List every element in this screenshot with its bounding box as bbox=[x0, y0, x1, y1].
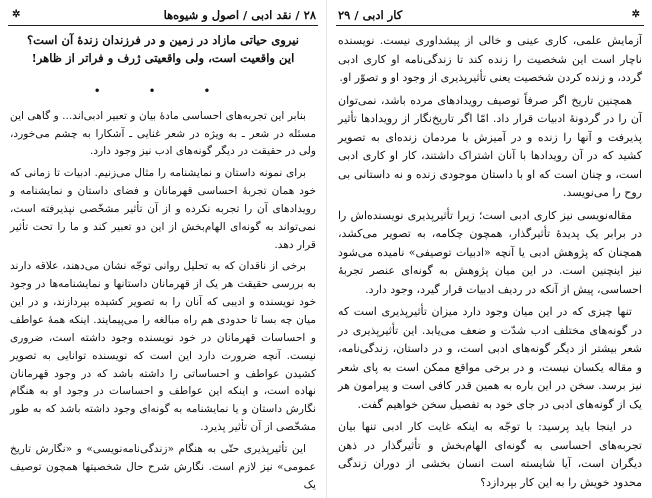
left-paragraph-3: برخی از ناقدان که به تحلیل روانی توجّه نشان می‌دهند، علاقه دارند به بررسی حقیقت هر یک از قهرمانان داستانها و نمایشنامه‌ها در وجود خود نویسنده و ادیبی که آنان را به تصویر کشیده بپردازند، و در این میان چه بسا تا حدودی هم راه مبالغه را می‌پیمایند. اینکه همهٔ عواطف و احساسات قهرمانان در خود نویسنده وجود داشته است، ضروری نیست. آنچه ضرورت دارد این است که نویسنده توانایی به تصویر کشیدن عواطف و احساساتی را داشته باشد که در وجود قهرمانان نهاده است، و اینکه این عواطف و احساسات در وجود او به هنگام نگارش داستان و یا نمایشنامه به گونه‌ای وجود داشته باشد که به طور مشخّصی از آن تأثیر پذیرد. bbox=[10, 260, 316, 434]
left-paragraph-4: این تأثیرپذیری حتّی به هنگام «زندگی‌نامه‌نویسی» و «نگارش تاریخ عمومی» نیز لازم است. نگارش شرح حال شخصیتها همچون توصیف یک bbox=[10, 442, 316, 491]
section-ornament: • • • bbox=[93, 83, 233, 98]
left-paragraph-1: بنابر این تجربه‌های احساسی مادهٔ بیان و تعبیر ادبی‌اند... و گاهی این مسئله در شعر ـ به ویژه در شعر غنایی ـ آشکارا به چشم می‌خورد، ولی در حقیقت در دیگر گونه‌های ادب نیز وجود دارد. bbox=[10, 109, 316, 158]
left-page bbox=[8, 0, 318, 498]
poem-line-2: این واقعیت است، ولی واقعیتی ژرف و فراتر از ظاهر! bbox=[31, 50, 295, 65]
right-paragraph-1: آزمایش علمی، کاری عینی و خالی از پیشداوری نیست. نویسنده ناچار است این شخصیت را زنده کند تا زندگی‌نامه او کاری ادبی گردد، و زنده کردن شخصیت یعنی تأثیرپذیری از وجود او و تصوّر او. bbox=[338, 34, 642, 85]
poem-line-1: نیروی حیاتی مازاد در زمین و در فرزندان زندهٔ آن است؟ bbox=[26, 33, 299, 47]
left-paragraph-2: برای نمونه داستان و نمایشنامه را مثال می‌زنیم. ادبیات تا زمانی که خود همان تجربهٔ احساسی قهرمانان و فضای داستان و نمایشنامه و رویدادهای آن را تجربه نکرده و از آن تأثیر مشخّصی نپذیرفته است، نمی‌تواند به گونه‌ای الهام‌بخش از این دو تعبیر کند و ما را تحت تأثیر قرار دهد. bbox=[10, 167, 316, 251]
right-page-header bbox=[336, 4, 644, 26]
right-paragraph-3: مقاله‌نویسی نیز کاری ادبی است؛ زیرا تأثیرپذیری نویسنده‌اش را در برابر یک پدیدهٔ تأثیرگذار، همچون چکامه، به تصویر می‌کشد، همچنان که پژوهش ادبی یا آنچه «ادبیات توصیفی» نامیده می‌شود نیز اینچنین است. در این میان پژوهش به گونه‌ای عنصر تجربهٔ احساسی، پیش از آنکه در ردیف ادبیات قرار گیرد، وجود دارد. bbox=[338, 208, 642, 296]
right-page bbox=[336, 0, 644, 498]
left-page-body bbox=[8, 26, 318, 494]
left-page-header bbox=[8, 4, 318, 26]
right-paragraph-4: تنها چیزی که در این میان وجود دارد میزان تأثیرپذیری است که در گونه‌های مختلف ادب شدّت و ضعف می‌یابد. این تأثیرپذیری در شعر بیشتر از دیگر گونه‌های ادبی است، و در داستان، زندگی‌نامه، و مقاله یکسان نیست، و در برخی مواقع ممکن است به پای شعر نیز برسد. سخن در این باره به همین قدر کافی است و پیرامون هر یک از گونه‌های ادبی در جای خود به تفصیل سخن خواهیم گفت. bbox=[338, 305, 642, 411]
left-page-running-head: ۲۸ / نقد ادبی / اصول و شیوه‌ها bbox=[163, 8, 316, 22]
right-paragraph-5: در اینجا باید پرسید: با توجّه به اینکه غایت کار ادبی تنها بیان تجربه‌های احساسی به گونه‌ای الهام‌بخش و تأثیرگذار در ذهن دیگران است، آیا شایسته است انسان بخشی از دوران زندگی محدود خویش را به این کار بپردازد؟ bbox=[338, 420, 642, 489]
right-page-running-head: کار ادبی / ۲۹ bbox=[338, 8, 403, 22]
right-page-body bbox=[336, 26, 644, 492]
header-star-icon: ✲ bbox=[12, 9, 21, 20]
book-gutter bbox=[326, 0, 327, 498]
right-paragraph-2: همچنین تاریخ اگر صرفاً توصیف رویدادهای مرده باشد، نمی‌توان آن را در گردونهٔ ادبیات قرار داد. امّا اگر تاریخ‌نگار از رویدادها تأثیر پذیرفت و آنها را زنده و در آمیزش با مردمان زنده‌ای به تصویر کشید که در آن رویدادها با آنان اشتراک داشتند، کار او کاری ادبی است، و چنان است که او با داستان موجودی زنده و نه داستانی بی روح را می‌نویسد. bbox=[338, 93, 642, 200]
header-star-icon: ✲ bbox=[631, 9, 640, 20]
